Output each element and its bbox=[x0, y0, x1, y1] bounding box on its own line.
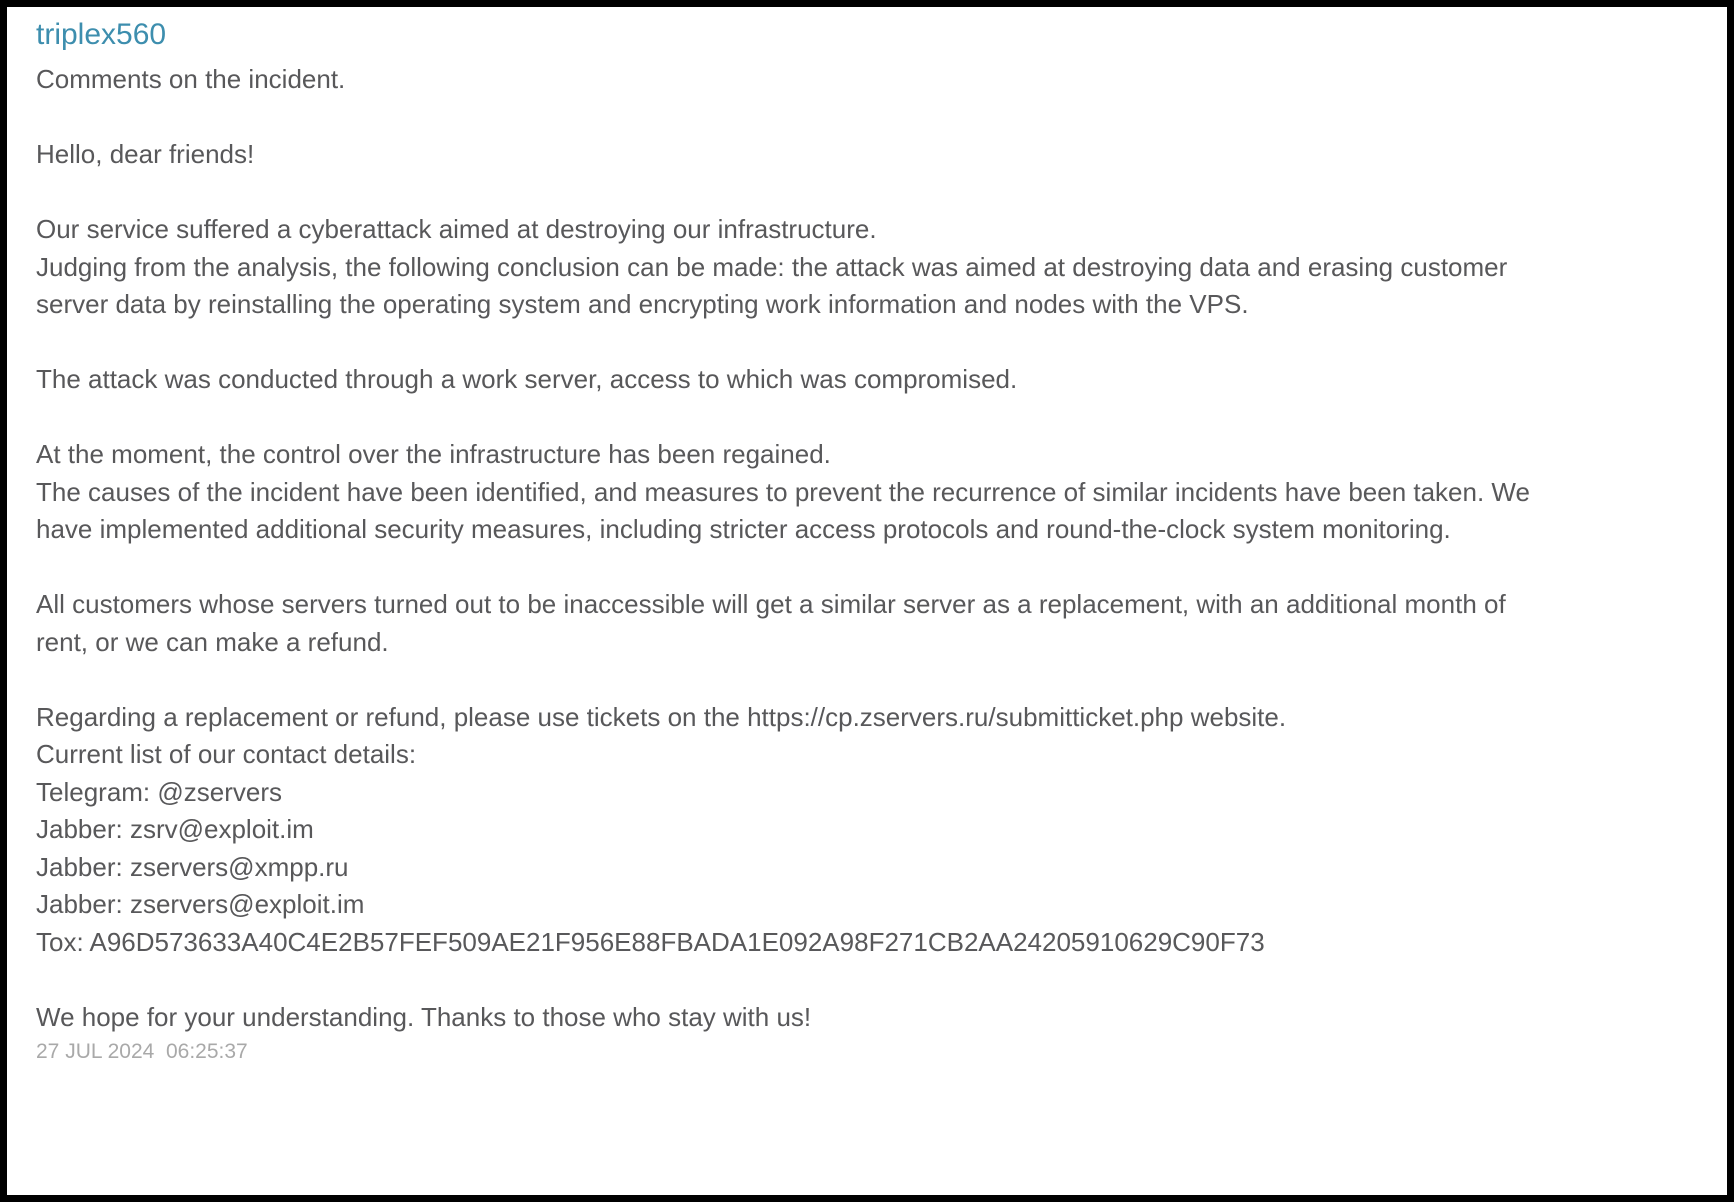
post-body bbox=[36, 61, 1721, 1036]
post-line: Jabber: zservers@exploit.im bbox=[36, 889, 365, 919]
post-line: Our service suffered a cyberattack aimed at destroying our infrastructure. bbox=[36, 214, 877, 244]
post-line: server data by reinstalling the operating system and encrypting work information and nodes with the VPS. bbox=[36, 289, 1249, 319]
post-timestamp: 27 JUL 2024 06:25:37 bbox=[36, 1040, 248, 1063]
post-paragraph bbox=[36, 361, 1721, 399]
post-line: Jabber: zservers@xmpp.ru bbox=[36, 851, 349, 882]
post-line: rent, or we can make a refund. bbox=[36, 626, 389, 657]
post-line: All customers whose servers turned out to be inaccessible will get a similar server as a replacement, with an additional month of bbox=[36, 589, 1506, 619]
post-line: have implemented additional security measures, including stricter access protocols and round-the-clock system monitoring. bbox=[36, 514, 1451, 544]
post-paragraph bbox=[36, 136, 1721, 174]
post-line: Comments on the incident. bbox=[36, 64, 346, 94]
post-paragraph bbox=[36, 586, 1721, 661]
post-author-link[interactable]: triplex560 bbox=[36, 18, 167, 51]
post-line: The attack was conducted through a work server, access to which was compromised. bbox=[36, 364, 1018, 394]
post-line: Tox: A96D573633A40C4E2B57FEF509AE21F956E88FBADA1E092A98F271CB2AA24205910629C90F73 bbox=[36, 926, 1265, 957]
post-line: Judging from the analysis, the following conclusion can be made: the attack was aimed at destroying data and erasing customer bbox=[36, 251, 1508, 282]
post-paragraph bbox=[36, 699, 1721, 962]
post-paragraph bbox=[36, 436, 1721, 549]
post-paragraph bbox=[36, 211, 1721, 324]
post-paragraph bbox=[36, 61, 1721, 99]
post-line: We hope for your understanding. Thanks to those who stay with us! bbox=[36, 1001, 812, 1032]
post-line: Jabber: zsrv@exploit.im bbox=[36, 814, 314, 844]
post-paragraph bbox=[36, 999, 1721, 1037]
post-line: Hello, dear friends! bbox=[36, 139, 255, 169]
post-line: Regarding a replacement or refund, please use tickets on the https://cp.zservers.ru/submitticket.php website. bbox=[36, 701, 1287, 732]
post-line: Current list of our contact details: bbox=[36, 739, 417, 769]
post-line: Telegram: @zservers bbox=[36, 776, 283, 807]
post-line: The causes of the incident have been identified, and measures to prevent the recurrence of similar incidents have been taken. We bbox=[36, 476, 1530, 507]
post-line: At the moment, the control over the infrastructure has been regained. bbox=[36, 439, 831, 469]
